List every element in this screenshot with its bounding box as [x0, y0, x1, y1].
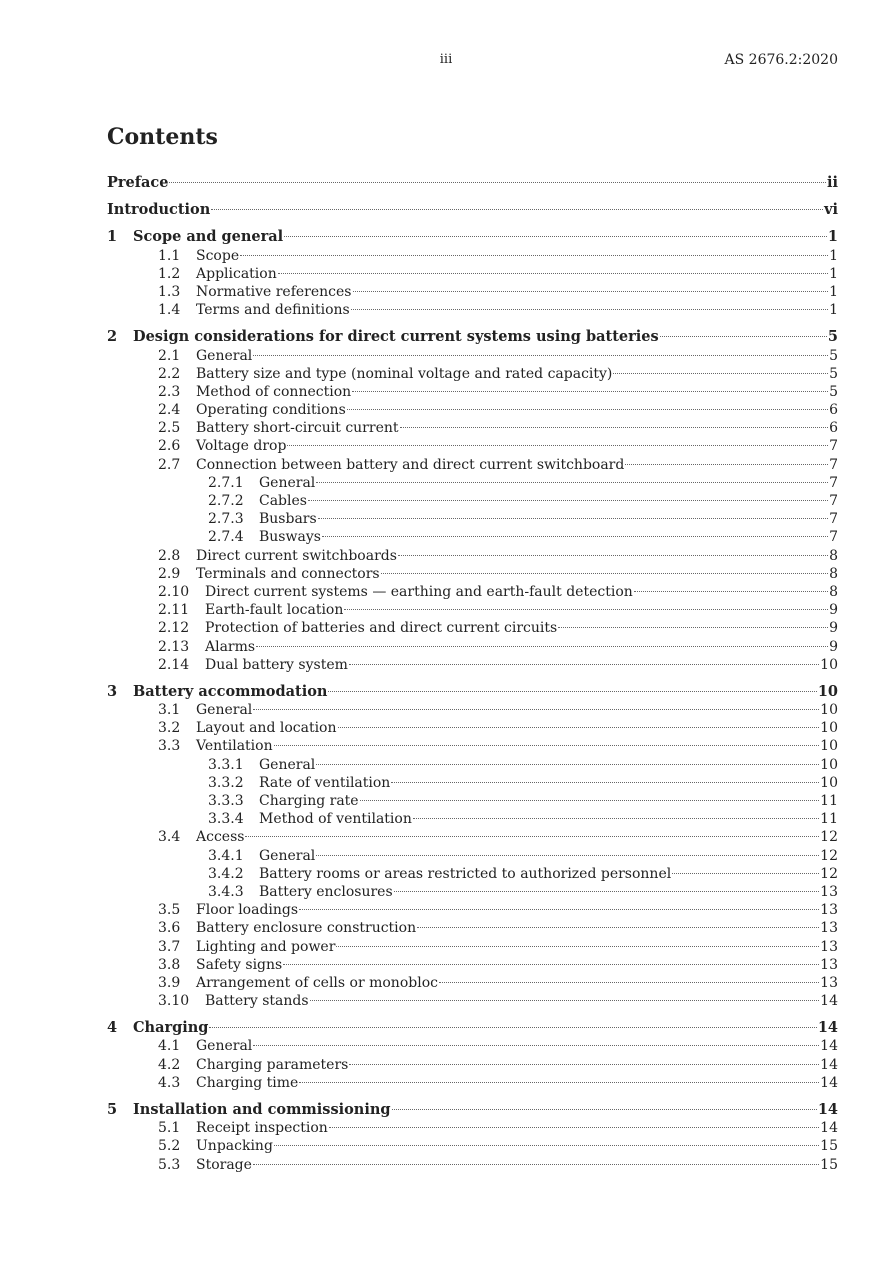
toc-entry-page: 7: [829, 511, 838, 528]
toc-entry[interactable]: [107, 228, 838, 246]
toc-entry-number: 3.3.4: [208, 811, 244, 828]
dot-leader: [349, 664, 819, 665]
toc-entry-page: 12: [820, 829, 838, 846]
toc-entry-number: 3.4: [158, 829, 181, 846]
toc-entry-number: 2.7.4: [208, 529, 244, 546]
dot-leader: [660, 336, 827, 337]
dot-leader: [413, 818, 819, 819]
toc-entry-page: 14: [820, 1074, 838, 1091]
toc-entry-page: 11: [820, 811, 838, 828]
toc-entry[interactable]: [107, 737, 838, 755]
toc-entry-title: Alarms: [205, 638, 256, 655]
dot-leader: [400, 427, 829, 428]
toc-entry[interactable]: [107, 865, 838, 883]
toc-entry-title: Floor loadings: [196, 902, 299, 919]
document-id: AS 2676.2:2020: [724, 52, 838, 68]
toc-entry-title: Battery stands: [205, 993, 309, 1010]
toc-entry-page: 9: [829, 620, 838, 637]
toc-entry[interactable]: [107, 365, 838, 383]
toc-entry-title: Battery enclosures: [259, 883, 393, 900]
toc-entry-page: 7: [829, 529, 838, 546]
toc-entry-number: 1.3: [158, 283, 181, 300]
toc-entry[interactable]: [107, 1037, 838, 1055]
toc-entry-page: 10: [820, 720, 838, 737]
toc-entry-title: Charging rate: [259, 793, 359, 809]
dot-leader: [394, 891, 820, 892]
dot-leader: [353, 291, 829, 292]
toc-entry-title: Earth-fault location: [205, 602, 344, 619]
toc-entry-page: 1: [829, 265, 838, 282]
toc-entry-page: 14: [820, 1056, 838, 1073]
toc-entry-page: 10: [820, 756, 838, 773]
dot-leader: [347, 409, 828, 410]
toc-entry[interactable]: [107, 1074, 838, 1092]
toc-entry-page: 10: [820, 656, 838, 673]
toc-entry-page: 8: [829, 547, 838, 564]
toc-entry-number: 5: [107, 1101, 118, 1118]
toc-entry-title: Storage: [196, 1156, 252, 1173]
toc-entry-page: 14: [820, 993, 838, 1010]
toc-entry-page: 15: [820, 1156, 838, 1173]
dot-leader: [613, 373, 828, 374]
toc-entry-title: Lighting and power: [196, 938, 336, 955]
toc-entry-page: 14: [820, 1038, 838, 1055]
toc-entry-number: 2: [107, 328, 118, 346]
toc-entry-number: 2.13: [158, 638, 190, 655]
dot-leader: [625, 464, 828, 465]
toc-entry-number: 1: [107, 228, 118, 246]
toc-entry-page: 9: [829, 638, 838, 655]
toc-entry-title: Cables: [259, 493, 307, 509]
toc-entry[interactable]: [107, 992, 838, 1010]
toc-entry-page: 13: [820, 956, 838, 973]
toc-entry-title: Battery rooms or areas restricted to authorized personnel: [259, 865, 672, 882]
toc-entry[interactable]: [107, 201, 838, 219]
dot-leader: [322, 536, 828, 537]
toc-entry-page: ii: [826, 174, 838, 191]
toc-entry-number: 3.4.1: [208, 847, 244, 864]
toc-entry-title: General: [259, 756, 316, 773]
toc-entry-page: 13: [820, 974, 838, 991]
toc-entry[interactable]: [107, 301, 838, 319]
toc-entry-page: 5: [827, 328, 838, 346]
toc-entry-number: 2.8: [158, 547, 181, 564]
toc-entry-title: General: [259, 847, 316, 864]
toc-entry-title: Battery short-circuit current: [196, 420, 399, 437]
toc-entry-number: 3.7: [158, 938, 181, 955]
toc-entry[interactable]: [107, 883, 838, 901]
toc-entry-number: 3.3.2: [208, 774, 244, 791]
toc-entry-page: 7: [829, 474, 838, 491]
toc-entry-page: 14: [820, 1120, 838, 1137]
toc-entry-number: 2.10: [158, 583, 190, 600]
toc-entry-page: 13: [820, 902, 838, 919]
dot-leader: [398, 555, 828, 556]
toc-entry[interactable]: [107, 265, 838, 283]
toc-entry-title: Charging time: [196, 1074, 299, 1091]
toc-entry-number: 2.7.2: [208, 493, 244, 509]
dot-leader: [316, 764, 819, 765]
toc-entry-title: Layout and location: [196, 720, 337, 737]
toc-entry-page: 14: [817, 1101, 838, 1118]
toc-entry-title: Terminals and connectors: [196, 565, 380, 582]
toc-entry-number: 4.3: [158, 1074, 181, 1091]
dot-leader: [299, 909, 819, 910]
toc-entry-page: 13: [820, 938, 838, 955]
toc-entry-page: 15: [820, 1138, 838, 1155]
toc-entry-title: Battery accommodation: [133, 682, 328, 700]
toc-entry-page: 8: [829, 565, 838, 582]
dot-leader: [439, 982, 819, 983]
toc-entry-title: Method of connection: [196, 383, 352, 400]
toc-entry-title: Arrangement of cells or monobloc: [196, 974, 438, 991]
toc-entry-page: 12: [820, 865, 838, 882]
toc-entry[interactable]: [107, 528, 838, 546]
toc-entry-title: Busbars: [259, 511, 317, 528]
toc-entry-page: 1: [827, 228, 838, 246]
toc-entry-page: 5: [829, 383, 838, 400]
dot-leader: [284, 236, 827, 237]
toc-entry-number: 4.2: [158, 1056, 181, 1073]
dot-leader: [349, 1064, 819, 1065]
toc-entry[interactable]: [107, 756, 838, 774]
toc-entry-title: Voltage drop: [196, 438, 287, 455]
dot-leader: [558, 627, 828, 628]
dot-leader: [344, 609, 828, 610]
dot-leader: [278, 273, 828, 274]
toc-entry-title: Installation and commissioning: [133, 1101, 391, 1118]
toc-entry-number: 2.2: [158, 365, 181, 382]
dot-leader: [283, 964, 819, 965]
toc-entry-page: 7: [829, 493, 838, 509]
toc-entry[interactable]: [107, 1119, 838, 1137]
toc-entry-number: 2.12: [158, 620, 190, 637]
toc-entry-title: Battery enclosure construction: [196, 920, 417, 937]
dot-leader: [308, 500, 828, 501]
toc-entry-title: Scope and general: [133, 228, 284, 246]
dot-leader: [253, 355, 828, 356]
toc-entry-number: 4: [107, 1019, 118, 1037]
toc-entry-page: 1: [829, 302, 838, 319]
toc-entry-title: Scope: [196, 247, 240, 264]
toc-entry[interactable]: [107, 565, 838, 583]
toc-entry-number: 1.1: [158, 247, 181, 264]
toc-entry-number: 3.3.3: [208, 793, 244, 809]
toc-entry-number: 2.5: [158, 420, 181, 437]
dot-leader: [392, 1109, 817, 1110]
toc-entry[interactable]: [107, 792, 838, 810]
dot-leader: [209, 1027, 816, 1028]
toc-entry-title: Operating conditions: [196, 402, 346, 419]
dot-leader: [351, 309, 828, 310]
dot-leader: [336, 946, 819, 947]
dot-leader: [211, 209, 823, 210]
toc-entry-title: Direct current systems — earthing and earth-fault detection: [205, 583, 633, 600]
toc-entry-page: 11: [820, 793, 838, 809]
toc-entry-title: Charging parameters: [196, 1056, 349, 1073]
toc-entry-page: 7: [829, 456, 838, 473]
dot-leader: [256, 646, 828, 647]
toc-entry-number: 1.4: [158, 302, 181, 319]
toc-entry-title: Receipt inspection: [196, 1120, 328, 1137]
toc-entry-page: 6: [829, 402, 838, 419]
toc-entry-number: 3.4.2: [208, 865, 244, 882]
toc-entry[interactable]: [107, 174, 838, 192]
toc-entry-number: 2.3: [158, 383, 181, 400]
dot-leader: [352, 391, 828, 392]
toc-entry[interactable]: [107, 919, 838, 937]
toc-entry-number: 3.5: [158, 902, 181, 919]
toc-entry-number: 3.10: [158, 993, 190, 1010]
dot-leader: [329, 1127, 819, 1128]
toc-entry[interactable]: [107, 510, 838, 528]
toc-entry[interactable]: [107, 938, 838, 956]
toc-entry-number: 2.6: [158, 438, 181, 455]
toc-entry-page: 10: [817, 682, 838, 700]
toc-entry[interactable]: [107, 347, 838, 365]
toc-entry[interactable]: [107, 638, 838, 656]
toc-entry-number: 3.6: [158, 920, 181, 937]
toc-entry-number: 5.3: [158, 1156, 181, 1173]
toc-entry-title: Busways: [259, 529, 321, 546]
toc-entry-number: 2.4: [158, 402, 181, 419]
toc-entry[interactable]: [107, 1137, 838, 1155]
toc-entry[interactable]: [107, 283, 838, 301]
toc-entry[interactable]: [107, 1056, 838, 1074]
dot-leader: [240, 255, 828, 256]
toc-entry-title: Application: [196, 265, 277, 282]
toc-entry-page: 1: [829, 247, 838, 264]
toc-entry-title: Protection of batteries and direct current circuits: [205, 620, 558, 637]
toc-entry-title: Preface: [107, 174, 169, 191]
dot-leader: [381, 573, 828, 574]
dot-leader: [316, 855, 819, 856]
toc-entry-page: 10: [820, 774, 838, 791]
dot-leader: [310, 1000, 820, 1001]
toc-entry-number: 2.1: [158, 347, 181, 364]
toc-entry-page: 1: [829, 283, 838, 300]
toc-entry-number: 2.9: [158, 565, 181, 582]
dot-leader: [328, 691, 816, 692]
toc-entry-number: 2.11: [158, 602, 190, 619]
dot-leader: [338, 727, 820, 728]
toc-entry-number: 2.7: [158, 456, 181, 473]
table-of-contents: [107, 174, 838, 1174]
toc-entry-number: 3.8: [158, 956, 181, 973]
toc-entry-page: 12: [820, 847, 838, 864]
toc-entry[interactable]: [107, 601, 838, 619]
toc-entry[interactable]: [107, 701, 838, 719]
toc-entry-title: Normative references: [196, 283, 352, 300]
toc-entry[interactable]: [107, 956, 838, 974]
toc-entry[interactable]: [107, 492, 838, 510]
toc-entry-title: General: [259, 474, 316, 491]
toc-entry-number: 3.3: [158, 738, 181, 755]
dot-leader: [316, 482, 828, 483]
toc-entry-number: 3.4.3: [208, 883, 244, 900]
toc-entry[interactable]: [107, 683, 838, 701]
toc-entry-page: 5: [829, 365, 838, 382]
dot-leader: [360, 800, 820, 801]
toc-entry-page: 13: [820, 883, 838, 900]
toc-entry[interactable]: [107, 419, 838, 437]
toc-entry-number: 2.7.1: [208, 474, 244, 491]
toc-entry-page: vi: [824, 201, 838, 219]
toc-entry-title: Battery size and type (nominal voltage and rated capacity): [196, 365, 613, 382]
toc-entry-number: 2.14: [158, 656, 190, 673]
dot-leader: [417, 927, 819, 928]
toc-entry[interactable]: [107, 1019, 838, 1037]
dot-leader: [274, 1145, 819, 1146]
toc-entry[interactable]: [107, 328, 838, 346]
toc-entry[interactable]: [107, 847, 838, 865]
toc-entry-number: 5.2: [158, 1138, 181, 1155]
toc-entry-number: 3.3.1: [208, 756, 244, 773]
toc-entry-title: Method of ventilation: [259, 811, 412, 828]
dot-leader: [169, 182, 826, 183]
toc-entry-title: General: [196, 347, 253, 364]
toc-entry-title: Access: [196, 829, 245, 846]
toc-entry-page: 8: [829, 583, 838, 600]
toc-entry-title: Unpacking: [196, 1138, 273, 1155]
toc-entry-page: 5: [829, 347, 838, 364]
toc-entry-number: 3.2: [158, 720, 181, 737]
toc-entry[interactable]: [107, 437, 838, 455]
toc-entry-page: 6: [829, 420, 838, 437]
dot-leader: [287, 445, 828, 446]
toc-entry-title: Connection between battery and direct current switchboard: [196, 456, 625, 473]
toc-entry-number: 3.9: [158, 974, 181, 991]
toc-entry-title: General: [196, 702, 253, 719]
toc-entry-number: 3: [107, 682, 118, 700]
toc-entry-page: 14: [817, 1019, 838, 1037]
toc-entry-page: 13: [820, 920, 838, 937]
toc-entry[interactable]: [107, 901, 838, 919]
dot-leader: [672, 873, 819, 874]
dot-leader: [274, 745, 820, 746]
dot-leader: [391, 782, 819, 783]
page-title: Contents: [107, 124, 218, 150]
page-number: iii: [439, 52, 453, 67]
toc-entry-title: Safety signs: [196, 956, 283, 973]
toc-entry-title: Rate of ventilation: [259, 774, 391, 791]
toc-entry[interactable]: [107, 619, 838, 637]
toc-entry-page: 9: [829, 602, 838, 619]
toc-entry-number: 5.1: [158, 1120, 181, 1137]
toc-entry-title: General: [196, 1038, 253, 1055]
dot-leader: [253, 709, 819, 710]
toc-entry-number: 3.1: [158, 702, 181, 719]
toc-entry-number: 4.1: [158, 1038, 181, 1055]
toc-entry[interactable]: [107, 1101, 838, 1119]
toc-entry-page: 7: [829, 438, 838, 455]
toc-entry-title: Introduction: [107, 201, 211, 219]
toc-entry[interactable]: [107, 383, 838, 401]
toc-entry[interactable]: [107, 719, 838, 737]
toc-entry[interactable]: [107, 974, 838, 992]
toc-entry[interactable]: [107, 247, 838, 265]
toc-entry[interactable]: [107, 1156, 838, 1174]
toc-entry-title: Dual battery system: [205, 656, 348, 673]
toc-entry[interactable]: [107, 656, 838, 674]
dot-leader: [318, 518, 828, 519]
toc-entry-page: 10: [820, 702, 838, 719]
toc-entry[interactable]: [107, 774, 838, 792]
toc-entry[interactable]: [107, 828, 838, 846]
toc-entry-page: 10: [820, 738, 838, 755]
toc-entry[interactable]: [107, 456, 838, 474]
toc-entry[interactable]: [107, 547, 838, 565]
dot-leader: [253, 1164, 819, 1165]
toc-entry-title: Design considerations for direct current systems using batteries: [133, 328, 659, 346]
toc-entry[interactable]: [107, 583, 838, 601]
toc-entry[interactable]: [107, 401, 838, 419]
toc-entry-title: Direct current switchboards: [196, 547, 397, 564]
toc-entry-title: Ventilation: [196, 738, 273, 755]
dot-leader: [299, 1082, 819, 1083]
toc-entry[interactable]: [107, 474, 838, 492]
toc-entry-title: Terms and definitions: [196, 302, 350, 319]
toc-entry-number: 2.7.3: [208, 511, 244, 528]
dot-leader: [253, 1045, 819, 1046]
dot-leader: [634, 591, 828, 592]
dot-leader: [245, 836, 819, 837]
toc-entry-title: Charging: [133, 1019, 209, 1037]
toc-entry[interactable]: [107, 810, 838, 828]
toc-entry-number: 1.2: [158, 265, 181, 282]
